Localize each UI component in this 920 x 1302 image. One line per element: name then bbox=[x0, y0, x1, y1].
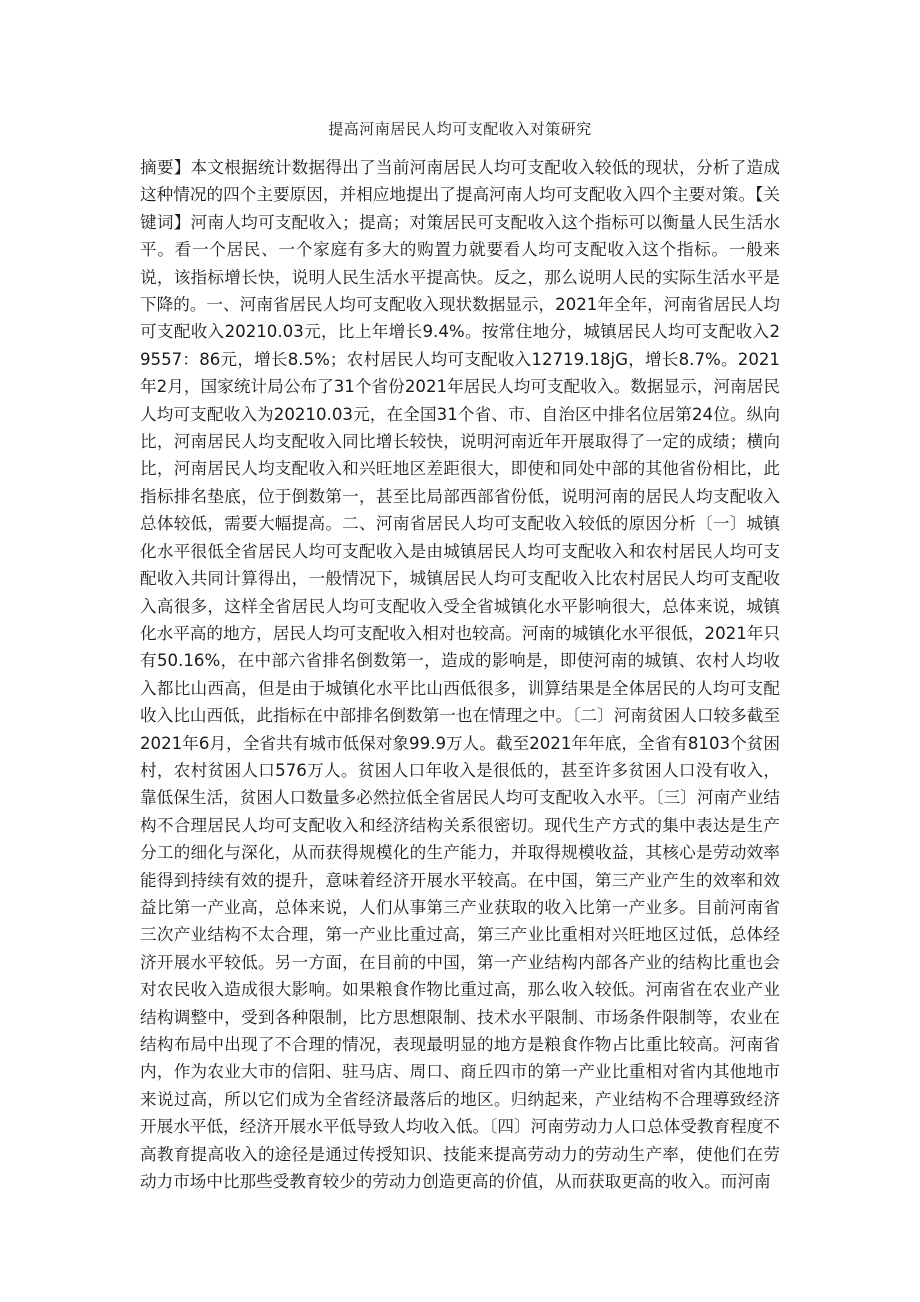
document-title: 提高河南居民人均可支配收入对策研究 bbox=[328, 120, 592, 138]
document-body: 摘要】本文根据统计数据得出了当前河南居民人均可支配收入较低的现状，分析了造成这种情况的四个主要原因，并相应地提出了提高河南人均可支配收入四个主要对策。【关键词】河南人均可支配收入；提高；对策居民可支配收入这个指标可以衡量人民生活水平。看一个居民、一个家庭有多大的购置力就要看人均可支配收入这个指标。一般来说，该指标增长快，说明人民生活水平提高快。反之，那么说明人民的实际生活水平是下降的。一、河南省居民人均可支配收入现状数据显示，2021年全年，河南省居民人均可支配收入20210.03元，比上年增长9.4%。按常住地分，城镇居民人均可支配收入29557：86元，增长8.5%；农村居民人均可支配收入12719.18jG，增长8.7%。2021年2月，国家统计局公布了31个省份2021年居民人均可支配收入。数据显示，河南居民人均可支配收入为20210.03元，在全国31个省、市、自治区中排名位居第24位。纵向比，河南居民人均支配收入同比增长较快，说明河南近年开展取得了一定的成绩；横向比，河南居民人均支配收入和兴旺地区差距很大，即使和同处中部的其他省份相比，此指标排名垫底，位于倒数第一，甚至比局部西部省份低，说明河南的居民人均支配收入总体较低，需要大幅提高。二、河南省居民人均可支配收入较低的原因分析〔一〕城镇化水平很低全省居民人均可支配收入是由城镇居民人均可支配收入和农村居民人均可支配收入共同计算得出，一般情况下，城镇居民人均可支配收入比农村居民人均可支配收入高很多，这样全省居民人均可支配收入受全省城镇化水平影响很大，总体来说，城镇化水平高的地方，居民人均可支配收入相对也较高。河南的城镇化水平很低，2021年只有50.16%，在中部六省排名倒数第一，造成的影响是，即使河南的城镇、农村人均收入都比山西高，但是由于城镇化水平比山西低很多，训算结果是全体居民的人均可支配收入比山西低，此指标在中部排名倒数第一也在情理之中。〔二〕河南贫困人口较多截至2021年6月，全省共有城市低保对象99.9万人。截至2021年年底，全省有8103个贫困村，农村贫困人口576万人。贫困人口年收入是很低的，甚至许多贫困人口没有收入，靠低保生活，贫困人口数量多必然拉低全省居民人均可支配收入水平。〔三〕河南产业结构不合理居民人均可支配收入和经济结构关系很密切。现代生产方式的集中表达是生产分工的细化与深化，从而获得规模化的生产能力，并取得规模收益，其核心是劳动效率能得到持续有效的提升，意味着经济开展水平较高。在中国，第三产业产生的效率和效益比第一产业高，总体来说，人们从事第三产业获取的收入比第一产业多。目前河南省三次产业结构不太合理，第一产业比重过高，第三产业比重相对兴旺地区过低，总体经济开展水平较低。另一方面，在目前的中国，第一产业结构内部各产业的结构比重也会对农民收入造成很大影响。如果粮食作物比重过高，那么收入较低。河南省在农业产业结构调整中，受到各种限制，比方思想限制、技术水平限制、市场条件限制等，农业在结构布局中出现了不合理的情况，表现最明显的地方是粮食作物占比重比较高。河南省内，作为农业大市的信阳、驻马店、周口、商丘四市的第一产业比重相对省内其他地市来说过高，所以它们成为全省经济最落后的地区。归纳起来，产业结构不合理導致经济开展水平低，经济开展水平低导致人均收入低。〔四〕河南劳动力人口总体受教育程度不高教育提高收入的途径是通过传授知识、技能来提高劳动力的劳动生产率，使他们在劳动力市场中比那些受教育较少的劳动力创造更高的价值，从而获取更高的收入。而河南 bbox=[140, 158, 780, 1192]
